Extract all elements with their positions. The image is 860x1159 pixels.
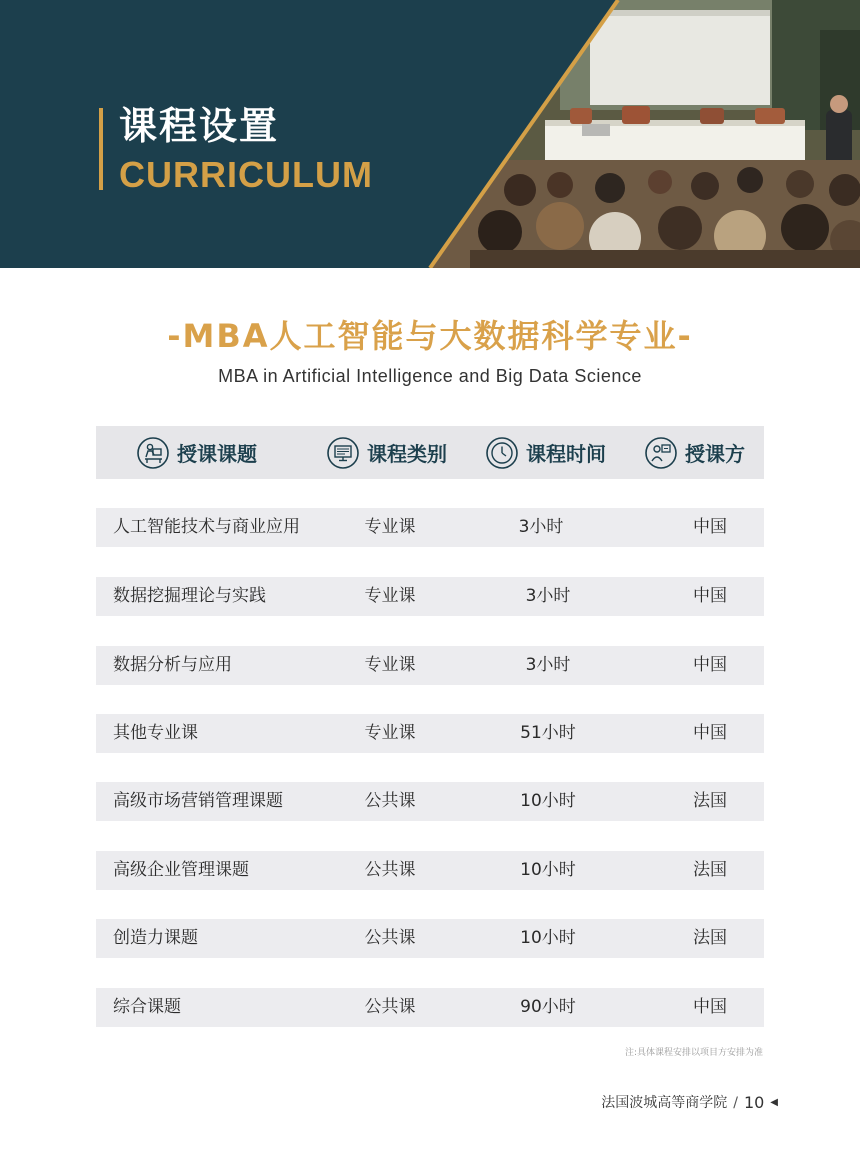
presenter-icon — [645, 437, 677, 469]
cell-topic: 创造力课题 — [113, 928, 198, 948]
cell-provider: 法国 — [693, 928, 727, 948]
cell-provider: 中国 — [693, 997, 727, 1017]
cell-provider: 法国 — [693, 860, 727, 880]
page-number: 10 — [743, 1093, 765, 1112]
column-header-label: 授课方 — [685, 442, 745, 466]
column-header-label: 课程时间 — [526, 442, 606, 466]
cell-hours: 90小时 — [520, 997, 576, 1017]
column-header-topic — [137, 426, 257, 479]
header-banner — [0, 0, 860, 268]
cell-category: 专业课 — [364, 723, 416, 743]
lecturer-desk-icon — [137, 437, 169, 469]
table-row — [96, 508, 764, 547]
column-header-label: 授课课题 — [177, 442, 257, 466]
cell-hours: 10小时 — [520, 860, 576, 880]
cell-category: 公共课 — [364, 791, 416, 811]
column-header-provider — [645, 426, 745, 479]
cell-topic: 数据挖掘理论与实践 — [113, 586, 266, 606]
monitor-icon — [327, 437, 359, 469]
cell-topic: 高级企业管理课题 — [113, 860, 249, 880]
cell-category: 专业课 — [364, 655, 416, 675]
table-header — [96, 426, 764, 479]
table-row — [96, 714, 764, 753]
school-name: 法国波城高等商学院 — [601, 1095, 728, 1111]
cell-category: 公共课 — [364, 860, 416, 880]
cell-hours: 10小时 — [520, 791, 576, 811]
page-title-en: CURRICULUM — [119, 154, 373, 195]
cell-provider: 中国 — [693, 655, 727, 675]
cell-provider: 中国 — [693, 517, 727, 537]
title-accent-bar — [99, 108, 103, 190]
column-header-label: 课程类别 — [367, 442, 447, 466]
page-footer — [601, 1093, 778, 1113]
program-title: -MBA人工智能与大数据科学专业- — [167, 317, 693, 355]
schedule-note: 注:具体课程安排以项目方安排为准 — [624, 1048, 763, 1058]
cell-topic: 数据分析与应用 — [113, 655, 232, 675]
page-title: 课程设置 — [119, 104, 280, 148]
clock-icon — [486, 437, 518, 469]
cell-topic: 高级市场营销管理课题 — [113, 791, 283, 811]
program-title-en: MBA in Artificial Intelligence and Big Data Science — [218, 366, 642, 386]
cell-topic: 综合课题 — [113, 997, 181, 1017]
table-row — [96, 988, 764, 1027]
cell-provider: 中国 — [693, 723, 727, 743]
cell-category: 专业课 — [364, 517, 416, 537]
table-row — [96, 919, 764, 958]
cell-provider: 法国 — [693, 791, 727, 811]
left-triangle-icon: ◀ — [770, 1097, 778, 1108]
table-row — [96, 577, 764, 616]
cell-hours: 51小时 — [520, 723, 576, 743]
cell-category: 公共课 — [364, 997, 416, 1017]
cell-topic: 其他专业课 — [113, 723, 198, 743]
cell-topic: 人工智能技术与商业应用 — [113, 517, 300, 537]
cell-hours: 3小时 — [525, 655, 571, 675]
table-row — [96, 782, 764, 821]
column-header-hours — [486, 426, 606, 479]
table-row — [96, 851, 764, 890]
cell-category: 专业课 — [364, 586, 416, 606]
cell-hours: 3小时 — [525, 586, 571, 606]
table-row — [96, 646, 764, 685]
cell-hours: 10小时 — [520, 928, 576, 948]
footer-separator: / — [733, 1095, 738, 1111]
column-header-category — [327, 426, 447, 479]
cell-category: 公共课 — [364, 928, 416, 948]
cell-provider: 中国 — [693, 586, 727, 606]
cell-hours: 3小时 — [518, 517, 564, 537]
